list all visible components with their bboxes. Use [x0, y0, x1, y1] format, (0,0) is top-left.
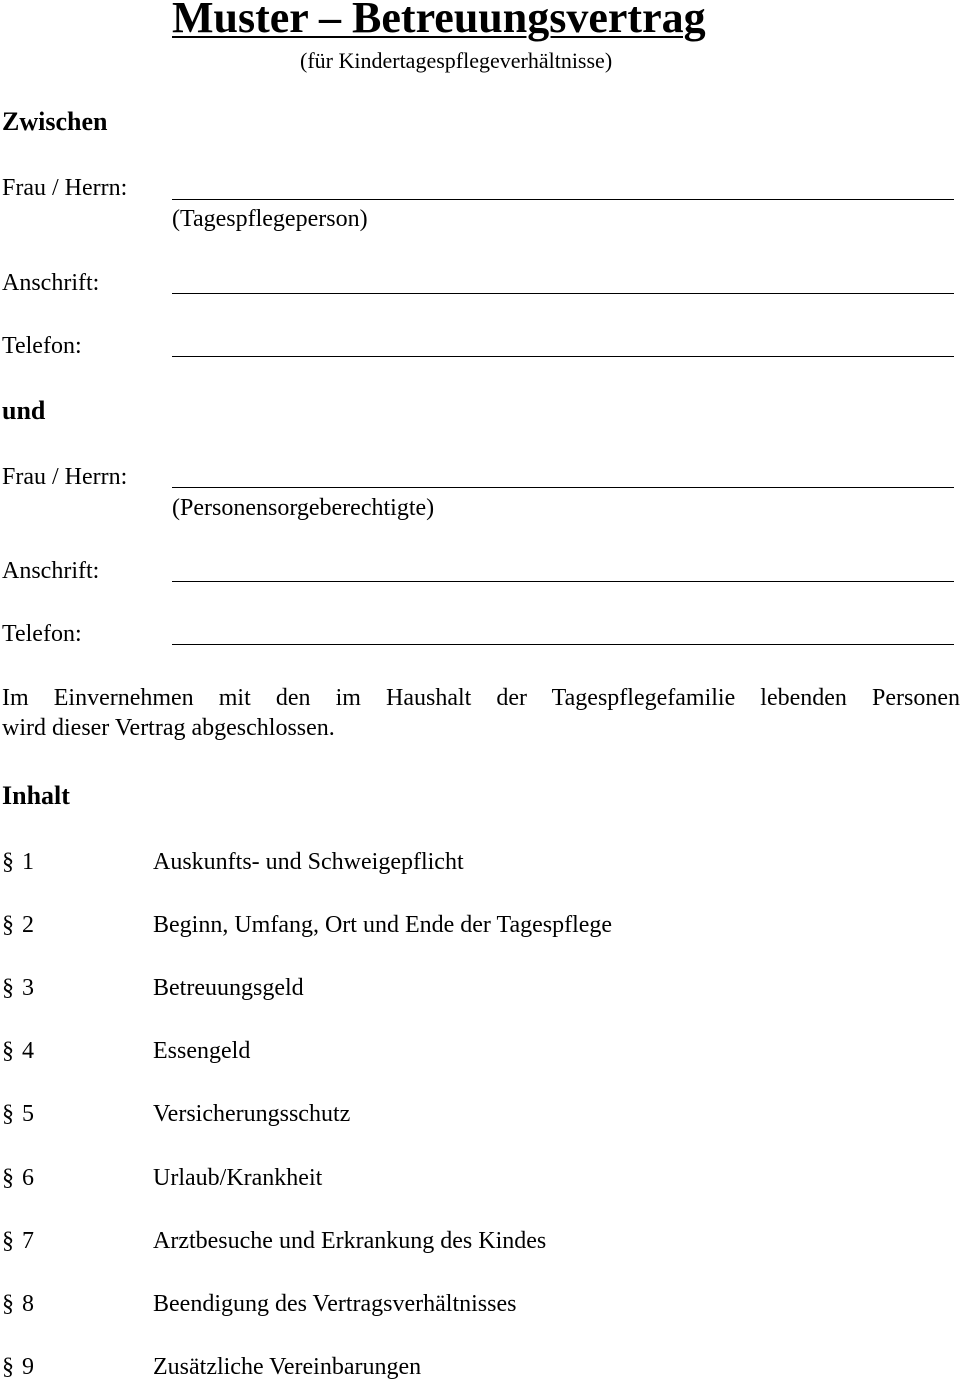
caregiver-name-label: Frau / Herrn: — [2, 175, 128, 201]
toc-item — [0, 1225, 960, 1257]
caregiver-name-field[interactable] — [172, 199, 954, 200]
toc-item-number: 3 — [22, 975, 34, 1001]
guardian-name-field[interactable] — [172, 487, 954, 488]
section-symbol: § — [2, 1291, 14, 1317]
toc-item-number: 4 — [22, 1038, 34, 1064]
and-heading: und — [2, 396, 46, 425]
toc-item — [0, 1288, 960, 1320]
toc-item — [0, 909, 960, 941]
section-symbol: § — [2, 1165, 14, 1191]
guardian-name-label: Frau / Herrn: — [2, 464, 128, 490]
guardian-phone-field[interactable] — [172, 644, 954, 645]
caregiver-address-field[interactable] — [172, 293, 954, 294]
section-symbol: § — [2, 1038, 14, 1064]
toc-item — [0, 972, 960, 1004]
section-symbol: § — [2, 1228, 14, 1254]
toc-item-number: 2 — [22, 912, 34, 938]
toc-item-title: Versicherungsschutz — [153, 1101, 351, 1127]
toc-item-number: 5 — [22, 1101, 34, 1127]
toc-item-title: Beendigung des Vertragsverhältnisses — [153, 1291, 517, 1317]
between-heading: Zwischen — [2, 107, 108, 136]
toc-item — [0, 1162, 960, 1194]
toc-item-title: Arztbesuche und Erkrankung des Kindes — [153, 1228, 547, 1254]
section-symbol: § — [2, 912, 14, 938]
toc-item — [0, 1098, 960, 1130]
toc-item-number: 9 — [22, 1354, 34, 1380]
toc-item — [0, 846, 960, 878]
caregiver-role-caption: (Tagespflegeperson) — [172, 206, 368, 232]
guardian-address-field[interactable] — [172, 581, 954, 582]
contents-heading: Inhalt — [2, 781, 70, 810]
toc-item-title: Essengeld — [153, 1038, 251, 1064]
toc-item-title: Betreuungsgeld — [153, 975, 304, 1001]
toc-item — [0, 1351, 960, 1383]
section-symbol: § — [2, 849, 14, 875]
toc-item-title: Zusätzliche Vereinbarungen — [153, 1354, 422, 1380]
toc-item-title: Auskunfts- und Schweigepflicht — [153, 849, 464, 875]
toc-item-number: 8 — [22, 1291, 34, 1317]
section-symbol: § — [2, 975, 14, 1001]
toc-item-number: 7 — [22, 1228, 34, 1254]
toc-item-title: Beginn, Umfang, Ort und Ende der Tagespflege — [153, 912, 613, 938]
caregiver-phone-field[interactable] — [172, 356, 954, 357]
toc-item — [0, 1035, 960, 1067]
section-symbol: § — [2, 1354, 14, 1380]
toc-item-number: 1 — [22, 849, 34, 875]
toc-item-title: Urlaub/Krankheit — [153, 1165, 323, 1191]
toc-item-number: 6 — [22, 1165, 34, 1191]
guardian-phone-label: Telefon: — [2, 621, 82, 647]
intro-paragraph — [2, 683, 960, 743]
caregiver-address-label: Anschrift: — [2, 270, 100, 296]
document-subtitle: (für Kindertagespflegeverhältnisse) — [300, 48, 613, 73]
intro-line-2: wird dieser Vertrag abgeschlossen. — [2, 715, 335, 741]
document-title: Muster – Betreuungsvertrag — [172, 0, 706, 42]
guardian-address-label: Anschrift: — [2, 558, 100, 584]
caregiver-phone-label: Telefon: — [2, 333, 82, 359]
guardian-role-caption: (Personensorgeberechtigte) — [172, 495, 435, 521]
intro-line-1: Im Einvernehmen mit den im Haushalt der Tagespflegefamilie lebenden Personen — [2, 685, 960, 711]
section-symbol: § — [2, 1101, 14, 1127]
